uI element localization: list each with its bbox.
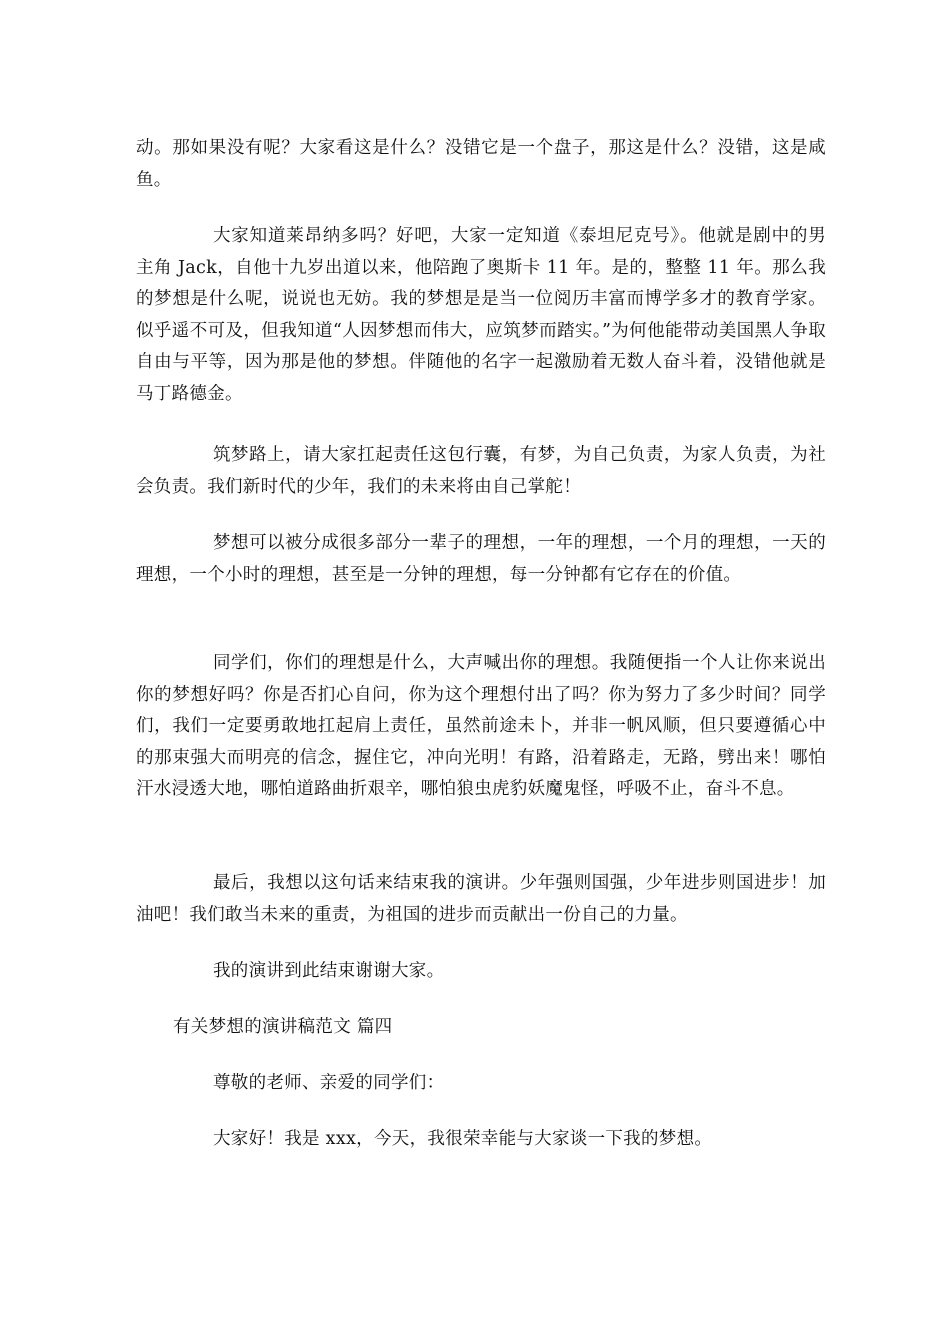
paragraph-classmates: 同学们，你们的理想是什么，大声喊出你的理想。我随便指一个人让你来说出你的梦想好吗？你是否扪心自问，你为这个理想付出了吗？你为努力了多少时间？同学们，我们一定要勇敢地扛起肩上责任，虽然前途未卜，并非一帆风顺，但只要遵循心中的那束强大而明亮的信念，握住它，冲向光明！有路，沿着路走，无路，劈出来！哪怕汗水浸透大地，哪怕道路曲折艰辛，哪怕狼虫虎豹妖魔鬼怪，呼吸不止，奋斗不息。 <box>136 653 826 799</box>
paragraph-dream-educator: 大家知道莱昂纳多吗？好吧，大家一定知道《泰坦尼克号》。他就是剧中的男主角 Jack，自他十九岁出道以来，他陪跑了奥斯卡 11 年。是的，整整 11 年。那么我的梦想是什么呢，说说也无妨。我的梦想是是当一位阅历丰富而博学多才的教育学家。似乎遥不可及，但我知道“人因梦想而伟大，应筑梦而踏实。”为何他能带动美国黑人争取自由与平等，因为那是他的梦想。伴随他的名字一起激励着无数人奋斗着，没错他就是马丁路德金。 <box>136 226 826 404</box>
paragraph-salted-fish: 动。那如果没有呢？大家看这是什么？没错它是一个盘子，那这是什么？没错，这是咸鱼。 <box>136 138 826 190</box>
greeting-line: 尊敬的老师、亲爱的同学们： <box>213 1073 445 1093</box>
opening-line: 大家好！我是 xxx，今天，我很荣幸能与大家谈一下我的梦想。 <box>213 1129 713 1149</box>
paragraph-dream-parts: 梦想可以被分成很多部分一辈子的理想，一年的理想，一个月的理想，一天的理想，一个小时的理想，甚至是一分钟的理想，每一分钟都有它存在的价值。 <box>136 533 826 585</box>
paragraph-thanks: 我的演讲到此结束谢谢大家。 <box>213 961 445 981</box>
paragraph-closing: 最后，我想以这句话来结束我的演讲。少年强则国强，少年进步则国进步！加油吧！我们敢当未来的重责，为祖国的进步而贡献出一份自己的力量。 <box>136 873 826 925</box>
paragraph-responsibility: 筑梦路上，请大家扛起责任这包行囊，有梦，为自己负责，为家人负责，为社会负责。我们新时代的少年，我们的未来将由自己掌舵！ <box>136 445 826 497</box>
section-heading: 有关梦想的演讲稿范文 篇四 <box>173 1017 393 1037</box>
